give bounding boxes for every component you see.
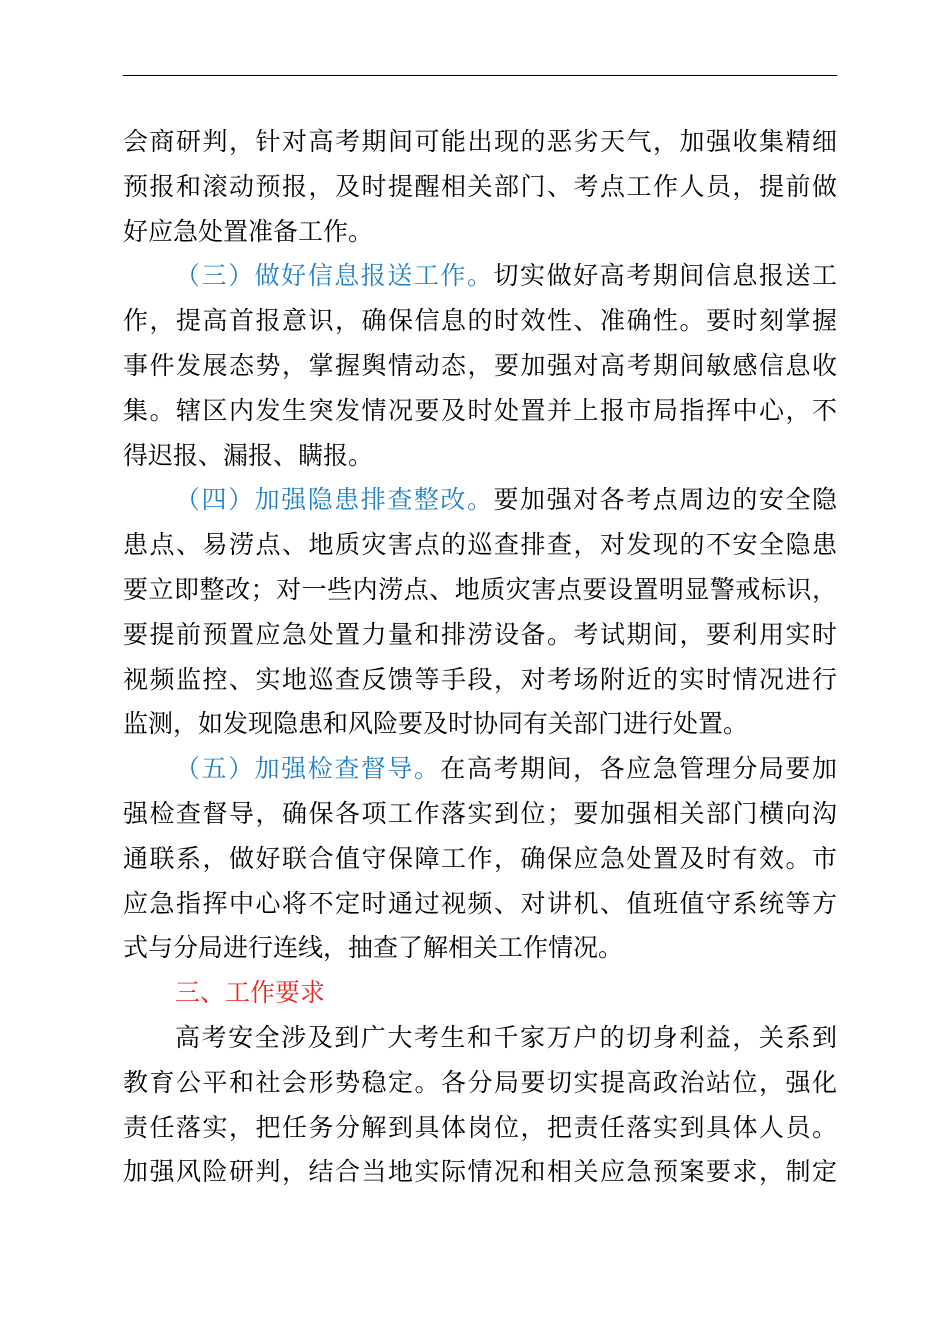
- text-line: 强检查督导，确保各项工作落实到位；要加强相关部门横向沟: [123, 798, 837, 828]
- text-line: 视频监控、实地巡查反馈等手段，对考场附近的实时情况进行: [123, 664, 837, 694]
- text-line: 患点、易涝点、地质灾害点的巡查排查，对发现的不安全隐患: [123, 530, 837, 560]
- header-rule: [123, 75, 837, 76]
- section-heading-work-requirements: 三、工作要求: [175, 978, 326, 1008]
- text-line: 要提前预置应急处置力量和排涝设备。考试期间，要利用实时: [123, 619, 837, 649]
- body-text: [123, 120, 837, 1195]
- text-line: 要立即整改；对一些内涝点、地质灾害点要设置明显警戒标识，: [123, 574, 837, 604]
- paragraph-text: 在高考期间，各应急管理分局要加: [440, 754, 837, 784]
- subheading-5: （五）加强检查督导。: [175, 754, 441, 784]
- text-line: 作，提高首报意识，确保信息的时效性、准确性。要时刻掌握: [123, 306, 837, 336]
- paragraph-text: 要加强对各考点周边的安全隐: [493, 485, 837, 515]
- text-line: 事件发展态势，掌握舆情动态，要加强对高考期间敏感信息收: [123, 350, 837, 380]
- text-line: 监测，如发现隐患和风险要及时协同有关部门进行处置。: [123, 709, 749, 739]
- text-line: 教育公平和社会形势稳定。各分局要切实提高政治站位，强化: [123, 1067, 837, 1097]
- paragraph-4-first-line: [123, 478, 837, 523]
- text-line: 得迟报、漏报、瞒报。: [123, 440, 374, 470]
- paragraph-5-first-line: [123, 747, 837, 792]
- paragraph-text: 切实做好高考期间信息报送工: [493, 261, 837, 291]
- subheading-4: （四）加强隐患排查整改。: [175, 485, 494, 515]
- text-line: 会商研判，针对高考期间可能出现的恶劣天气，加强收集精细: [123, 127, 837, 156]
- subheading-3: （三）做好信息报送工作。: [175, 261, 494, 291]
- text-line: 加强风险研判，结合当地实际情况和相关应急预案要求，制定: [123, 1157, 837, 1187]
- text-line: 式与分局进行连线，抽查了解相关工作情况。: [123, 933, 624, 963]
- text-line: 好应急处置准备工作。: [123, 216, 374, 246]
- text-line: 预报和滚动预报，及时提醒相关部门、考点工作人员，提前做: [123, 171, 837, 201]
- text-line: 应急指挥中心将不定时通过视频、对讲机、值班值守系统等方: [123, 888, 837, 918]
- text-line: 高考安全涉及到广大考生和千家万户的切身利益，关系到: [175, 1022, 837, 1052]
- paragraph-3-first-line: [123, 254, 837, 299]
- text-line: 通联系，做好联合值守保障工作，确保应急处置及时有效。市: [123, 843, 837, 873]
- text-line: 责任落实，把任务分解到具体岗位，把责任落实到具体人员。: [123, 1112, 837, 1142]
- text-line: 集。辖区内发生突发情况要及时处置并上报市局指挥中心，不: [123, 395, 837, 425]
